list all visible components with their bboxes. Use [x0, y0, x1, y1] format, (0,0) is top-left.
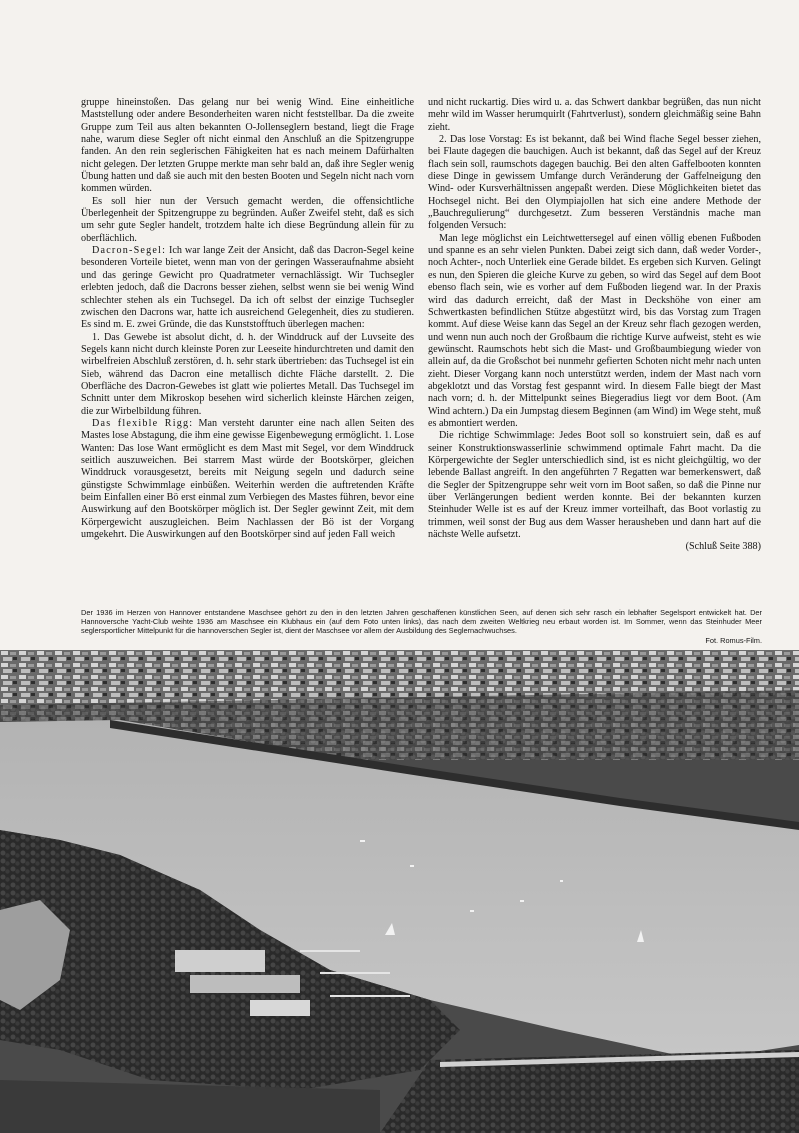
paragraph-text: Man versteht darunter eine nach allen Seiten des Mastes lose Abstagung, die ihm eine gewisse Eigenbewegung ermöglicht. 1. Lose Wanten: Das lose Want ermöglicht es dem Mast mit Segel, vor dem Winddruck seitlich auszuweichen. Bei starrem Mast würde der Bootskörper, gleichen Winddruck vorausgesetzt, bereits mit Neigung segeln und dadurch seine günstigste Schwimmlage einbüßen. Weiterhin werden die auftretenden Kräfte beim Einfallen einer Bö erst einmal zum Verbiegen des Mastes führen, bevor eine Auswirkung auf den Bootskörper möglich ist. Der Segler gewinnt Zeit, mit dem Körpergewicht auszugleichen. Beim Nachlassen der Bö ist der Vorgang umgekehrt. Die Auswirkungen auf den Bootskörper sind auf jeden Fall weich: [81, 417, 414, 541]
aerial-photo-maschsee: [0, 650, 799, 1133]
paragraph: 2. Das lose Vorstag: Es ist bekannt, daß bei Wind flache Segel besser ziehen, bei Flaute dagegen die bauchigen. Auch ist bekannt, daß das Segel auf der Kreuz flach sein soll, raumschots dagegen bauchig. Bei den alten Gaffelbooten konnten diese Dinge in gewissem Umfange durch Veränderung der Gaffelneigung den Wind- oder Kursverhältnissen angepaßt werden. Diese Möglichkeiten bietet das Hochsegel nicht. Bei den Olympiajollen hat sich eine andere Methode der „Bauchregulierung“ durchgesetzt. Zum besseren Verständnis mache man folgenden Versuch:: [428, 134, 761, 232]
paragraph-text: Ich war lange Zeit der Ansicht, daß das Dacron-Segel keine besonderen Vorteile bietet, wenn man von der geringen Wasseraufnahme absieht und das geringe Gewicht pro Quadratmeter vernachlässigt. Wir Tuchsegler erlebten jedoch, daß die Dacrons besser ziehen, selbst wenn sie bei wenig Wind schlechter stehen als ein Tuchsegel. Da ich oft selbst der einzige Tuchsegler zwischen den Dacrons war, hatte ich ausreichend Gelegenheit, dies zu studieren. Es sind m. E. zwei Gründe, die das Kunststofftuch überlegen machen:: [81, 245, 414, 331]
photo-caption: [81, 608, 762, 645]
continuation-note: (Schluß Seite 388): [685, 541, 761, 553]
right-column: [428, 97, 761, 554]
section-heading: Dacron-Segel:: [92, 245, 167, 257]
caption-text: Der 1936 im Herzen von Hannover entstandene Maschsee gehört zu den in den letzten Jahren geschaffenen künstlichen Seen, auf denen sich sehr rasch ein lebhafter Segelsport entwickelt hat. Der Hannoversche Yacht-Club weihte 1936 am Maschsee ein Klubhaus ein (auf dem Foto unten links), das nach dem zweiten Weltkrieg neu erbaut worden ist. Im Sommer, wenn das Steinhuder Meer seglersportlicher Mittelpunkt für die hannoverschen Segler ist, dient der Maschsee vor allem der Ausbildung des Seglernachwuchses.: [81, 608, 762, 636]
section-heading: Das flexible Rigg:: [92, 417, 194, 429]
paragraph: gruppe hineinstoßen. Das gelang nur bei wenig Wind. Eine einheitliche Maststellung oder andere Besonderheiten waren nicht feststellbar. Da die zweite Gruppe zum Teil aus alten bekannten O-Jollenseglern bestand, liegt die Frage nahe, warum diese Segler oft nicht einmal den Anschluß an die Spitzengruppe fanden. An den rein seglerischen Fähigkeiten hat es nach meinem Dafürhalten nicht gelegen. Der letzten Gruppe merkte man sehr bald an, daß ihre Segler wenig Übung hatten und daß sie auch mit den besten Booten und Segeln nicht nach vorn kommen würden.: [81, 97, 414, 195]
paragraph: Die richtige Schwimmlage: Jedes Boot soll so konstruiert sein, daß es auf seiner Konstruktionswasserlinie schwimmend optimale Fahrt macht. Da die Körpergewichte der Segler unterschiedlich sind, ist es nicht gleichgültig, wo der lebende Ballast angreift. In den angeführten 7 Regatten war bemerkenswert, daß die Segler der Spitzengruppe sehr weit vorn im Boot saßen, so daß die Pinne nur über Verlängerungen bedient werden konnte. Bei der bekannten kurzen Steinhuder Welle ist es auf der Kreuz immer vorteilhaft, das Boot vorlastig zu trimmen, weil sonst der Bug aus dem Wasser herausheben und dann hart auf die nächste Welle aufsetzt.: [428, 430, 761, 541]
paragraph: Man lege möglichst ein Leichtwettersegel auf einen völlig ebenen Fußboden und spanne es an sehr vielen Punkten. Dabei zeigt sich dann, daß weder Vorder-, noch Achter-, noch Unterliek eine Gerade bildet. Es ergeben sich Kurven. Gelingt es nun, den Spieren die gleiche Kurve zu geben, so wird das Segel auf dem Boot ebenso flach sein, wie es vorher auf dem Fußboden liegend war. In der Praxis wird das dadurch erreicht, daß der Mast in Deckshöhe von einer am Schwertkasten befindlichen Stütze abgestützt wird, bis das Vorstag zum Tragen kommt. Auf diese Weise kann das Segel an der Kreuz sehr flach gezogen werden, und wenn nun auch noch der Großbaum die richtige Kurve aufweist, steht es wie gewünscht. Raumschots hebt sich die Mast- und Großbaumbiegung wieder von allein auf, da die Großschot bei nunmehr gefierten Schoten nicht mehr nach unten zieht. Dieser Vorgang kann noch unterstützt werden, indem der Mast nach vorn abgeklotzt und das Vorstag fest gespannt wird. In diesem Falle biegt der Mast nach vorn; d. h. der Mittelpunkt seines Biegeradius liegt vor dem Boot. (Am Wind achtern.) Da ein Jumpstag diesem Beginnen (am Wind) im Wege steht, muß es abmontiert werden.: [428, 232, 761, 429]
photo-credit: Fot. Romus-Film.: [705, 635, 762, 645]
paragraph: [81, 418, 414, 541]
left-column: [81, 97, 414, 541]
paragraph: [81, 245, 414, 331]
paragraph: und nicht ruckartig. Dies wird u. a. das Schwert dankbar begrüßen, das nun nicht mehr wild im Wasser herumquirlt (Fahrtverlust), sondern gleichmäßig seine Bahn zieht.: [428, 97, 761, 133]
paragraph: Es soll hier nun der Versuch gemacht werden, die offensichtliche Überlegenheit der Spitzengruppe zu begründen. Außer Zweifel steht, daß es sich um sehr gute Segler handelt, trotzdem halte ich diese Begründung allein für zu oberflächlich.: [81, 195, 414, 244]
paragraph: 1. Das Gewebe ist absolut dicht, d. h. der Winddruck auf der Luvseite des Segels kann nicht durch kleinste Poren zur Leeseite hindurchtreten und damit den wirbelfreien Abschluß zerstören, d. h. sehr stark übertrieben: das Tuchsegel ist ein Sieb, während das Dacron eine metallisch dichte Fläche darstellt. 2. Die Oberfläche des Dacron-Gewebes ist glatt wie poliertes Metall. Das Tuchsegel im Schnitt unter dem Mikroskop besehen wird sicherlich kleinste Härchen zeigen, die zur Wirbelbildung führen.: [81, 331, 414, 417]
